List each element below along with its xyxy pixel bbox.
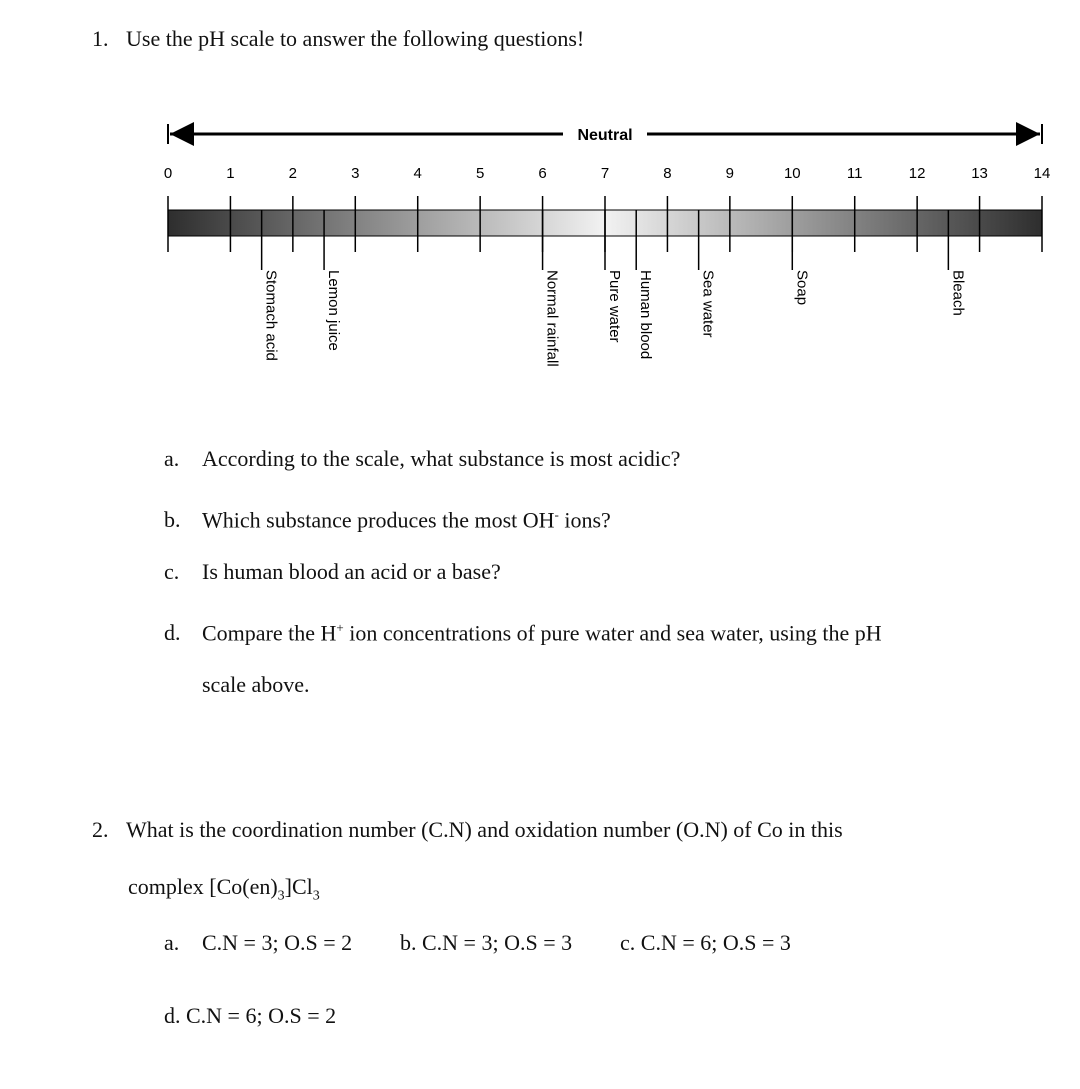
substance-label: Lemon juice (325, 270, 343, 351)
part-text: Compare the H (202, 620, 337, 646)
part-text: According to the scale, what substance is most acidic? (202, 446, 681, 471)
option-letter: a. (164, 930, 180, 955)
option-d[interactable]: d. C.N = 6; O.S = 2 (164, 1003, 337, 1028)
question-1b (164, 502, 611, 533)
option-c[interactable]: c. C.N = 6; O.S = 3 (620, 930, 791, 955)
question-1d (164, 615, 882, 646)
neutral-label: Neutral (577, 127, 633, 144)
subscript: 3 (312, 888, 320, 904)
ph-value-label: 5 (475, 165, 485, 182)
question-1d-continuation: scale above. (202, 672, 310, 697)
question-number: 1. (92, 26, 109, 51)
ph-value-label: 6 (538, 165, 547, 182)
substance-label: Sea water (699, 270, 717, 338)
question-1-heading (92, 26, 584, 52)
question-2-heading (92, 817, 843, 843)
ph-value-label: 13 (971, 165, 988, 182)
question-1c (164, 559, 501, 585)
part-letter: b. (164, 507, 181, 533)
ph-value-label: 14 (1033, 165, 1051, 182)
option-a[interactable] (164, 930, 352, 956)
formula-text: ]Cl (284, 874, 313, 899)
part-text: Is human blood an acid or a base? (202, 559, 501, 584)
question-2-formula-line (128, 874, 320, 909)
formula-text: complex [Co(en) (128, 874, 278, 899)
question-1a (164, 446, 680, 472)
part-text-end: ion concentrations of pure water and sea water, using the pH (343, 620, 882, 646)
ph-value-label: 0 (163, 165, 173, 182)
ph-value-label: 2 (288, 165, 298, 182)
subscript: 3 (277, 888, 285, 904)
question-prompt: What is the coordination number (C.N) and oxidation number (O.N) of Co in this (126, 817, 843, 842)
superscript-minus: - (554, 507, 559, 522)
substance-label: Soap (793, 270, 811, 306)
substance-label: Pure water (606, 270, 623, 343)
option-b[interactable]: b. C.N = 3; O.S = 3 (400, 930, 573, 955)
substance-label: Stomach acid (262, 270, 280, 361)
part-letter: c. (164, 559, 180, 584)
part-text-end: ions? (558, 507, 611, 533)
ph-value-label: 7 (600, 165, 610, 182)
ph-value-label: 10 (783, 165, 801, 182)
ph-value-label: 9 (725, 165, 735, 182)
ph-scale-figure (150, 112, 1060, 392)
ph-value-label: 3 (351, 165, 360, 182)
ph-value-label: 1 (226, 165, 235, 182)
ph-value-label: 11 (846, 165, 863, 182)
substance-label: Human blood (637, 270, 655, 360)
question-number: 2. (92, 817, 109, 842)
substance-label: Bleach (949, 270, 967, 316)
substance-label: Normal rainfall (543, 270, 561, 367)
part-text: Which substance produces the most OH (202, 507, 555, 533)
option-text: C.N = 3; O.S = 2 (202, 930, 353, 955)
superscript-plus: + (336, 620, 344, 635)
part-letter: a. (164, 446, 180, 471)
ph-value-label: 8 (663, 165, 672, 182)
part-letter: d. (164, 620, 181, 646)
question-prompt: Use the pH scale to answer the following questions! (126, 26, 585, 51)
ph-value-label: 12 (908, 165, 926, 182)
ph-value-label: 4 (413, 165, 422, 182)
